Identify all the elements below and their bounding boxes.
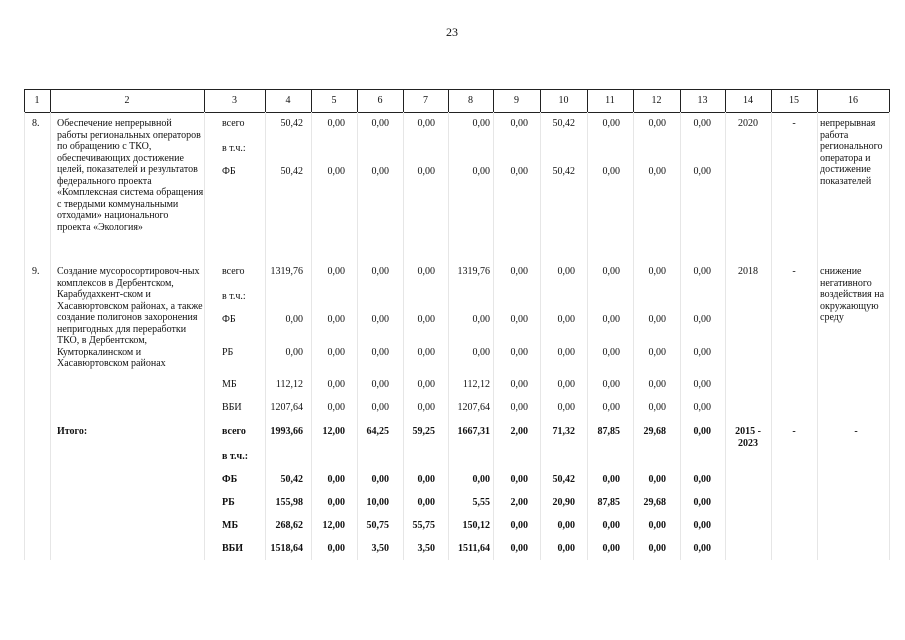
value-cell: 87,85 [597,426,620,437]
value-cell: 0,00 [472,347,490,358]
dash-cell: - [792,266,796,277]
header-bottom-border [24,112,890,113]
value-cell: 0,00 [417,379,435,390]
value-cell: 0,00 [472,166,490,177]
value-cell: 0,00 [693,347,711,358]
value-cell: 112,12 [275,379,303,390]
value-cell: 0,00 [510,314,528,325]
value-cell: 0,00 [327,166,345,177]
value-cell: 2,00 [510,497,528,508]
value-cell: 55,75 [412,520,435,531]
value-cell: 0,00 [417,474,435,485]
value-cell: 0,00 [648,474,666,485]
value-cell: 0,00 [648,520,666,531]
body-column-divider [493,112,494,560]
value-cell: 0,00 [371,118,389,129]
body-column-divider [680,112,681,560]
header-top-border [24,89,890,90]
value-cell: 0,00 [371,379,389,390]
body-column-divider [817,112,818,560]
value-cell: 0,00 [557,402,575,413]
value-cell: 0,00 [648,166,666,177]
value-cell: 0,00 [417,166,435,177]
value-cell: 0,00 [648,118,666,129]
value-cell: 0,00 [371,402,389,413]
body-column-divider [24,112,25,560]
value-cell: 0,00 [327,402,345,413]
header-col-15: 15 [789,95,799,106]
value-cell: 0,00 [602,314,620,325]
header-column-divider [889,89,890,112]
value-cell: 0,00 [693,402,711,413]
header-col-14: 14 [743,95,753,106]
header-col-10: 10 [558,95,569,106]
body-column-divider [633,112,634,560]
value-cell: 0,00 [472,314,490,325]
body-column-divider [265,112,266,560]
value-cell: 0,00 [557,266,575,277]
value-cell: 50,75 [366,520,389,531]
body-column-divider [311,112,312,560]
row-number: 9. [32,266,40,277]
dash-cell: - [792,118,796,129]
value-cell: 0,00 [648,314,666,325]
funding-source-label: всего [222,266,245,277]
body-column-divider [540,112,541,560]
value-cell: 1319,76 [270,266,303,277]
value-cell: 0,00 [371,474,389,485]
value-cell: 0,00 [557,543,575,554]
value-cell: 12,00 [322,426,345,437]
value-cell: 0,00 [472,118,490,129]
value-cell: 0,00 [693,166,711,177]
value-cell: 71,32 [552,426,575,437]
value-cell: 0,00 [602,166,620,177]
value-cell: 0,00 [648,543,666,554]
value-cell: 50,42 [552,474,575,485]
value-cell: 0,00 [648,266,666,277]
value-cell: 0,00 [371,347,389,358]
value-cell: 0,00 [285,347,303,358]
value-cell: 0,00 [693,379,711,390]
value-cell: 0,00 [693,543,711,554]
value-cell: 0,00 [602,520,620,531]
header-col-11: 11 [605,95,615,106]
value-cell: 0,00 [602,266,620,277]
value-cell: 0,00 [510,402,528,413]
value-cell: 0,00 [327,543,345,554]
funding-source-label: ФБ [222,314,236,325]
funding-source-label: РБ [222,497,235,508]
value-cell: 0,00 [327,314,345,325]
value-cell: 0,00 [602,118,620,129]
funding-source-label: МБ [222,520,239,531]
funding-source-label: ВБИ [222,543,244,554]
value-cell: 50,42 [280,474,303,485]
value-cell: 64,25 [366,426,389,437]
funding-source-label: всего [222,426,246,437]
implementation-year: 2015 - 2023 [735,426,761,449]
value-cell: 0,00 [327,266,345,277]
row-number: 8. [32,118,40,129]
value-cell: 0,00 [417,314,435,325]
header-col-8: 8 [468,95,473,106]
header-col-6: 6 [377,95,383,106]
value-cell: 0,00 [510,166,528,177]
value-cell: 0,00 [327,497,345,508]
value-cell: 12,00 [322,520,345,531]
value-cell: 0,00 [510,347,528,358]
value-cell: 0,00 [557,379,575,390]
value-cell: 0,00 [557,520,575,531]
value-cell: 0,00 [371,266,389,277]
value-cell: 268,62 [275,520,303,531]
value-cell: 112,12 [462,379,490,390]
value-cell: 3,50 [371,543,389,554]
value-cell: 1511,64 [458,543,490,554]
value-cell: 0,00 [648,379,666,390]
header-col-4: 4 [285,95,291,106]
value-cell: 59,25 [412,426,435,437]
value-cell: 1207,64 [457,402,490,413]
body-column-divider [357,112,358,560]
value-cell: 0,00 [648,347,666,358]
value-cell: 0,00 [602,402,620,413]
body-column-divider [448,112,449,560]
funding-source-label: всего [222,118,245,129]
header-col-5: 5 [331,95,337,106]
funding-source-label: ФБ [222,474,238,485]
header-col-9: 9 [514,95,519,106]
funding-source-label: в т.ч.: [222,291,246,302]
value-cell: 29,68 [643,497,666,508]
header-col-13: 13 [697,95,708,106]
value-cell: 0,00 [327,347,345,358]
value-cell: 10,00 [366,497,389,508]
funding-source-label: ФБ [222,166,236,177]
value-cell: 50,42 [552,166,575,177]
page-number: 23 [446,25,458,39]
funding-source-label: в т.ч.: [222,451,249,462]
value-cell: 0,00 [693,520,711,531]
value-cell: 0,00 [417,118,435,129]
value-cell: 3,50 [417,543,435,554]
implementation-year: 2018 [738,266,758,277]
value-cell: 0,00 [510,379,528,390]
funding-source-label: ВБИ [222,402,242,413]
value-cell: 0,00 [327,118,345,129]
value-cell: 1207,64 [270,402,303,413]
value-cell: 1319,76 [457,266,490,277]
value-cell: 0,00 [693,118,711,129]
dash-cell: - [792,426,796,437]
value-cell: 29,68 [643,426,666,437]
value-cell: 50,42 [280,166,303,177]
value-cell: 1518,64 [270,543,303,554]
body-column-divider [204,112,205,560]
implementation-year: 2020 [738,118,758,129]
value-cell: 0,00 [371,314,389,325]
body-column-divider [725,112,726,560]
expected-result: - [854,426,858,437]
value-cell: 5,55 [472,497,490,508]
value-cell: 0,00 [557,347,575,358]
value-cell: 155,98 [275,497,303,508]
value-cell: 1993,66 [270,426,303,437]
header-col-7: 7 [423,95,428,106]
value-cell: 0,00 [693,474,711,485]
body-column-divider [587,112,588,560]
value-cell: 0,00 [417,266,435,277]
header-col-16: 16 [848,95,858,106]
value-cell: 0,00 [648,402,666,413]
value-cell: 0,00 [510,118,528,129]
body-column-divider [50,112,51,560]
value-cell: 150,12 [462,520,490,531]
value-cell: 50,42 [552,118,575,129]
value-cell: 0,00 [285,314,303,325]
activity-name: Создание мусоросортировоч-ных комплексов в Дербентском, Карабудахкент-ском и Хасавюртовском районах, а также создание полигонов захоронения непригодных для переработки ТКО, в Дербентском, Кумторкалинском и Хасавюртовском районах [57,266,203,369]
funding-source-label: в т.ч.: [222,143,246,154]
header-col-2: 2 [124,95,130,106]
body-column-divider [771,112,772,560]
value-cell: 0,00 [602,543,620,554]
value-cell: 0,00 [693,314,711,325]
value-cell: 0,00 [602,379,620,390]
value-cell: 2,00 [510,426,528,437]
value-cell: 0,00 [472,474,490,485]
value-cell: 0,00 [510,543,528,554]
value-cell: 0,00 [417,497,435,508]
value-cell: 0,00 [693,426,711,437]
value-cell: 87,85 [597,497,620,508]
body-column-divider [403,112,404,560]
header-col-1: 1 [34,95,40,106]
value-cell: 0,00 [417,402,435,413]
value-cell: 0,00 [510,474,528,485]
value-cell: 0,00 [602,474,620,485]
value-cell: 20,90 [552,497,575,508]
funding-source-label: МБ [222,379,237,390]
expected-result: снижение негативного воздействия на окружающую среду [820,266,885,323]
header-col-3: 3 [232,95,237,106]
value-cell: 50,42 [280,118,303,129]
value-cell: 0,00 [510,266,528,277]
expected-result: непрерывная работа регионального оператора и достижение показателей [820,118,883,187]
value-cell: 0,00 [417,347,435,358]
activity-name: Итого: [57,426,88,437]
value-cell: 0,00 [602,347,620,358]
activity-name: Обеспечение непрерывной работы региональных операторов по обращению с ТКО, обеспечивающих достижение целей, показателей и результатов федерального проекта «Комплексная система обращения с твердыми коммунальными отходами» национального проекта «Экология» [57,118,204,233]
value-cell: 0,00 [327,379,345,390]
value-cell: 0,00 [510,520,528,531]
value-cell: 1667,31 [457,426,490,437]
value-cell: 0,00 [327,474,345,485]
header-col-12: 12 [651,95,662,106]
value-cell: 0,00 [693,266,711,277]
value-cell: 0,00 [557,314,575,325]
value-cell: 0,00 [693,497,711,508]
funding-source-label: РБ [222,347,234,358]
value-cell: 0,00 [371,166,389,177]
